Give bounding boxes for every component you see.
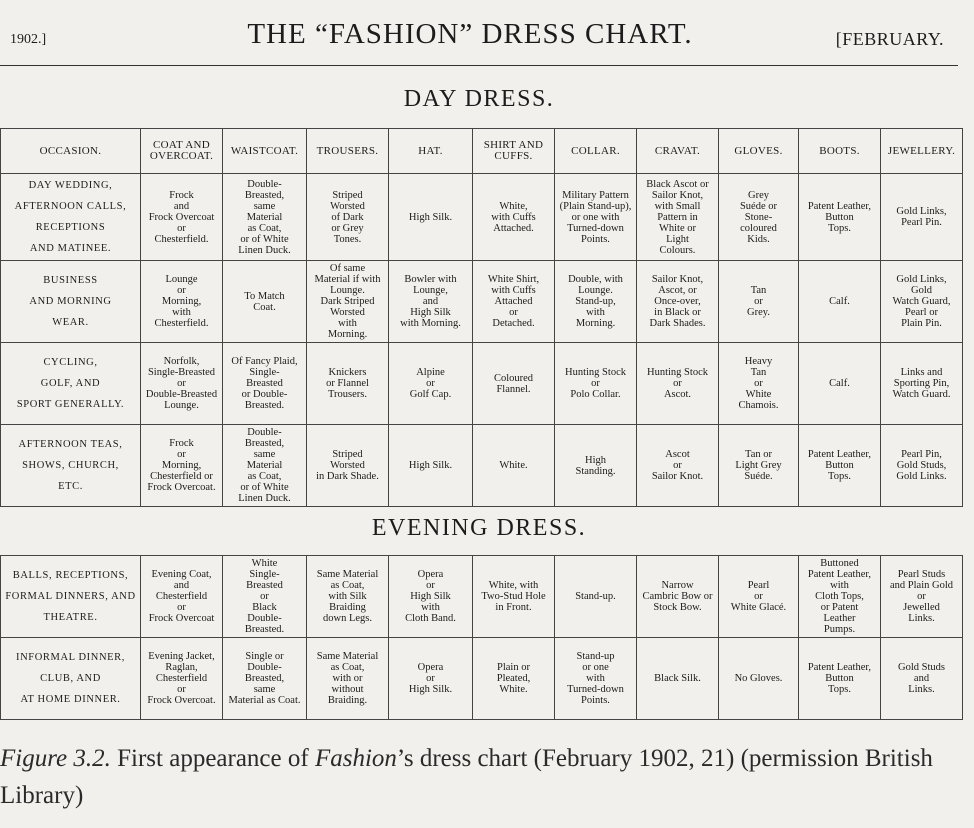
table-cell: Coloured Flannel. [473,343,555,425]
column-header: SHIRT AND CUFFS. [473,129,555,174]
table-cell: High Standing. [555,425,637,507]
table-row [1,425,963,507]
table-cell: Stand-up or one with Turned-down Points. [555,638,637,720]
caption-text-before: First appearance of [110,745,315,772]
caption-magazine-name: Fashion [314,745,397,772]
table-cell: Evening Jacket, Raglan, Chesterfield or Frock Overcoat. [141,638,223,720]
table-cell: Gold Links, Gold Watch Guard, Pearl or Plain Pin. [881,261,963,343]
table-cell: Black Silk. [637,638,719,720]
table-cell: Tan or Grey. [719,261,799,343]
column-header: TROUSERS. [307,129,389,174]
table-cell: White. [473,425,555,507]
column-header: HAT. [389,129,473,174]
occasion-cell: AFTERNOON TEAS, SHOWS, CHURCH, ETC. [1,425,141,507]
table-cell: Opera or High Silk. [389,638,473,720]
table-cell: Patent Leather, Button Tops. [799,638,881,720]
table-row [1,556,963,638]
page-title: THE “FASHION” DRESS CHART. [247,18,693,50]
table-cell: White Single- Breasted or Black Double- Breasted. [223,556,307,638]
table-cell: Tan or Light Grey Suéde. [719,425,799,507]
table-cell: Pearl Pin, Gold Studs, Gold Links. [881,425,963,507]
table-row [1,174,963,261]
table-cell: Pearl Studs and Plain Gold or Jewelled Links. [881,556,963,638]
column-header: OCCASION. [1,129,141,174]
table-cell: Black Ascot or Sailor Knot, with Small Pattern in White or Light Colours. [637,174,719,261]
table-cell: Evening Coat, and Chesterfield or Frock Overcoat [141,556,223,638]
table-cell: Stand-up. [555,556,637,638]
table-cell: Norfolk, Single-Breasted or Double-Breasted Lounge. [141,343,223,425]
table-cell: White Shirt, with Cuffs Attached or Detached. [473,261,555,343]
section-title-evening: EVENING DRESS. [371,515,587,541]
caption-figure-number: Figure 3.2. [0,745,111,772]
table-cell: Hunting Stock or Polo Collar. [555,343,637,425]
table-cell: High Silk. [389,174,473,261]
table-cell: Ascot or Sailor Knot. [637,425,719,507]
table-cell: Knickers or Flannel Trousers. [307,343,389,425]
table-cell: No Gloves. [719,638,799,720]
table-cell: Lounge or Morning, with Chesterfield. [141,261,223,343]
column-header: COAT AND OVERCOAT. [141,129,223,174]
occasion-cell: DAY WEDDING, AFTERNOON CALLS, RECEPTIONS AND MATINEE. [1,174,141,261]
table-cell: Striped Worsted of Dark or Grey Tones. [307,174,389,261]
table-cell: Buttoned Patent Leather, with Cloth Tops, or Patent Leather Pumps. [799,556,881,638]
occasion-cell: BALLS, RECEPTIONS, FORMAL DINNERS, AND THEATRE. [1,556,141,638]
section-title-day: DAY DRESS. [403,86,555,112]
caption-text-after: ’s dress chart (February 1902, 21) (permission British Library) [0,745,933,809]
day-dress-table [0,128,963,507]
occasion-cell: BUSINESS AND MORNING WEAR. [1,261,141,343]
table-cell: Same Material as Coat, with or without Braiding. [307,638,389,720]
column-header: BOOTS. [799,129,881,174]
table-cell: Of Fancy Plaid, Single- Breasted or Double- Breasted. [223,343,307,425]
table-cell: Double- Breasted, same Material as Coat, or of White Linen Duck. [223,425,307,507]
figure-caption [0,740,974,814]
table-cell: Narrow Cambric Bow or Stock Bow. [637,556,719,638]
table-cell: Links and Sporting Pin, Watch Guard. [881,343,963,425]
header-rule [0,65,958,66]
table-cell: To Match Coat. [223,261,307,343]
table-cell: Bowler with Lounge, and High Silk with Morning. [389,261,473,343]
table-cell: Gold Links, Pearl Pin. [881,174,963,261]
column-header: CRAVAT. [637,129,719,174]
table-cell: Military Pattern (Plain Stand-up), or one with Turned-down Points. [555,174,637,261]
header-month: [FEBRUARY. [835,29,944,49]
header-year: 1902.] [10,32,47,47]
table-cell: Grey Suéde or Stone- coloured Kids. [719,174,799,261]
table-cell: White, with Cuffs Attached. [473,174,555,261]
column-header: COLLAR. [555,129,637,174]
column-header: WAISTCOAT. [223,129,307,174]
occasion-cell: CYCLING, GOLF, AND SPORT GENERALLY. [1,343,141,425]
table-cell: Opera or High Silk with Cloth Band. [389,556,473,638]
table-cell: High Silk. [389,425,473,507]
table-cell: Single or Double- Breasted, same Material as Coat. [223,638,307,720]
table-cell: Patent Leather, Button Tops. [799,425,881,507]
column-header-row [1,129,963,174]
column-header: GLOVES. [719,129,799,174]
table-cell: Of same Material if with Lounge. Dark Striped Worsted with Morning. [307,261,389,343]
table-cell: Plain or Pleated, White. [473,638,555,720]
occasion-cell: INFORMAL DINNER, CLUB, AND AT HOME DINNER. [1,638,141,720]
table-cell: Frock and Frock Overcoat or Chesterfield. [141,174,223,261]
column-header: JEWELLERY. [881,129,963,174]
table-cell: Calf. [799,261,881,343]
table-row [1,343,963,425]
table-row [1,638,963,720]
table-cell: Pearl or White Glacé. [719,556,799,638]
table-cell: Hunting Stock or Ascot. [637,343,719,425]
table-cell: Gold Studs and Links. [881,638,963,720]
table-cell: White, with Two-Stud Hole in Front. [473,556,555,638]
evening-dress-table [0,555,963,720]
table-cell: Double, with Lounge. Stand-up, with Morning. [555,261,637,343]
table-row [1,261,963,343]
table-cell: Same Material as Coat, with Silk Braiding down Legs. [307,556,389,638]
table-cell: Frock or Morning, Chesterfield or Frock Overcoat. [141,425,223,507]
table-cell: Double- Breasted, same Material as Coat, or of White Linen Duck. [223,174,307,261]
table-cell: Sailor Knot, Ascot, or Once-over, in Black or Dark Shades. [637,261,719,343]
table-cell: Striped Worsted in Dark Shade. [307,425,389,507]
table-cell: Patent Leather, Button Tops. [799,174,881,261]
table-cell: Calf. [799,343,881,425]
table-cell: Heavy Tan or White Chamois. [719,343,799,425]
table-cell: Alpine or Golf Cap. [389,343,473,425]
